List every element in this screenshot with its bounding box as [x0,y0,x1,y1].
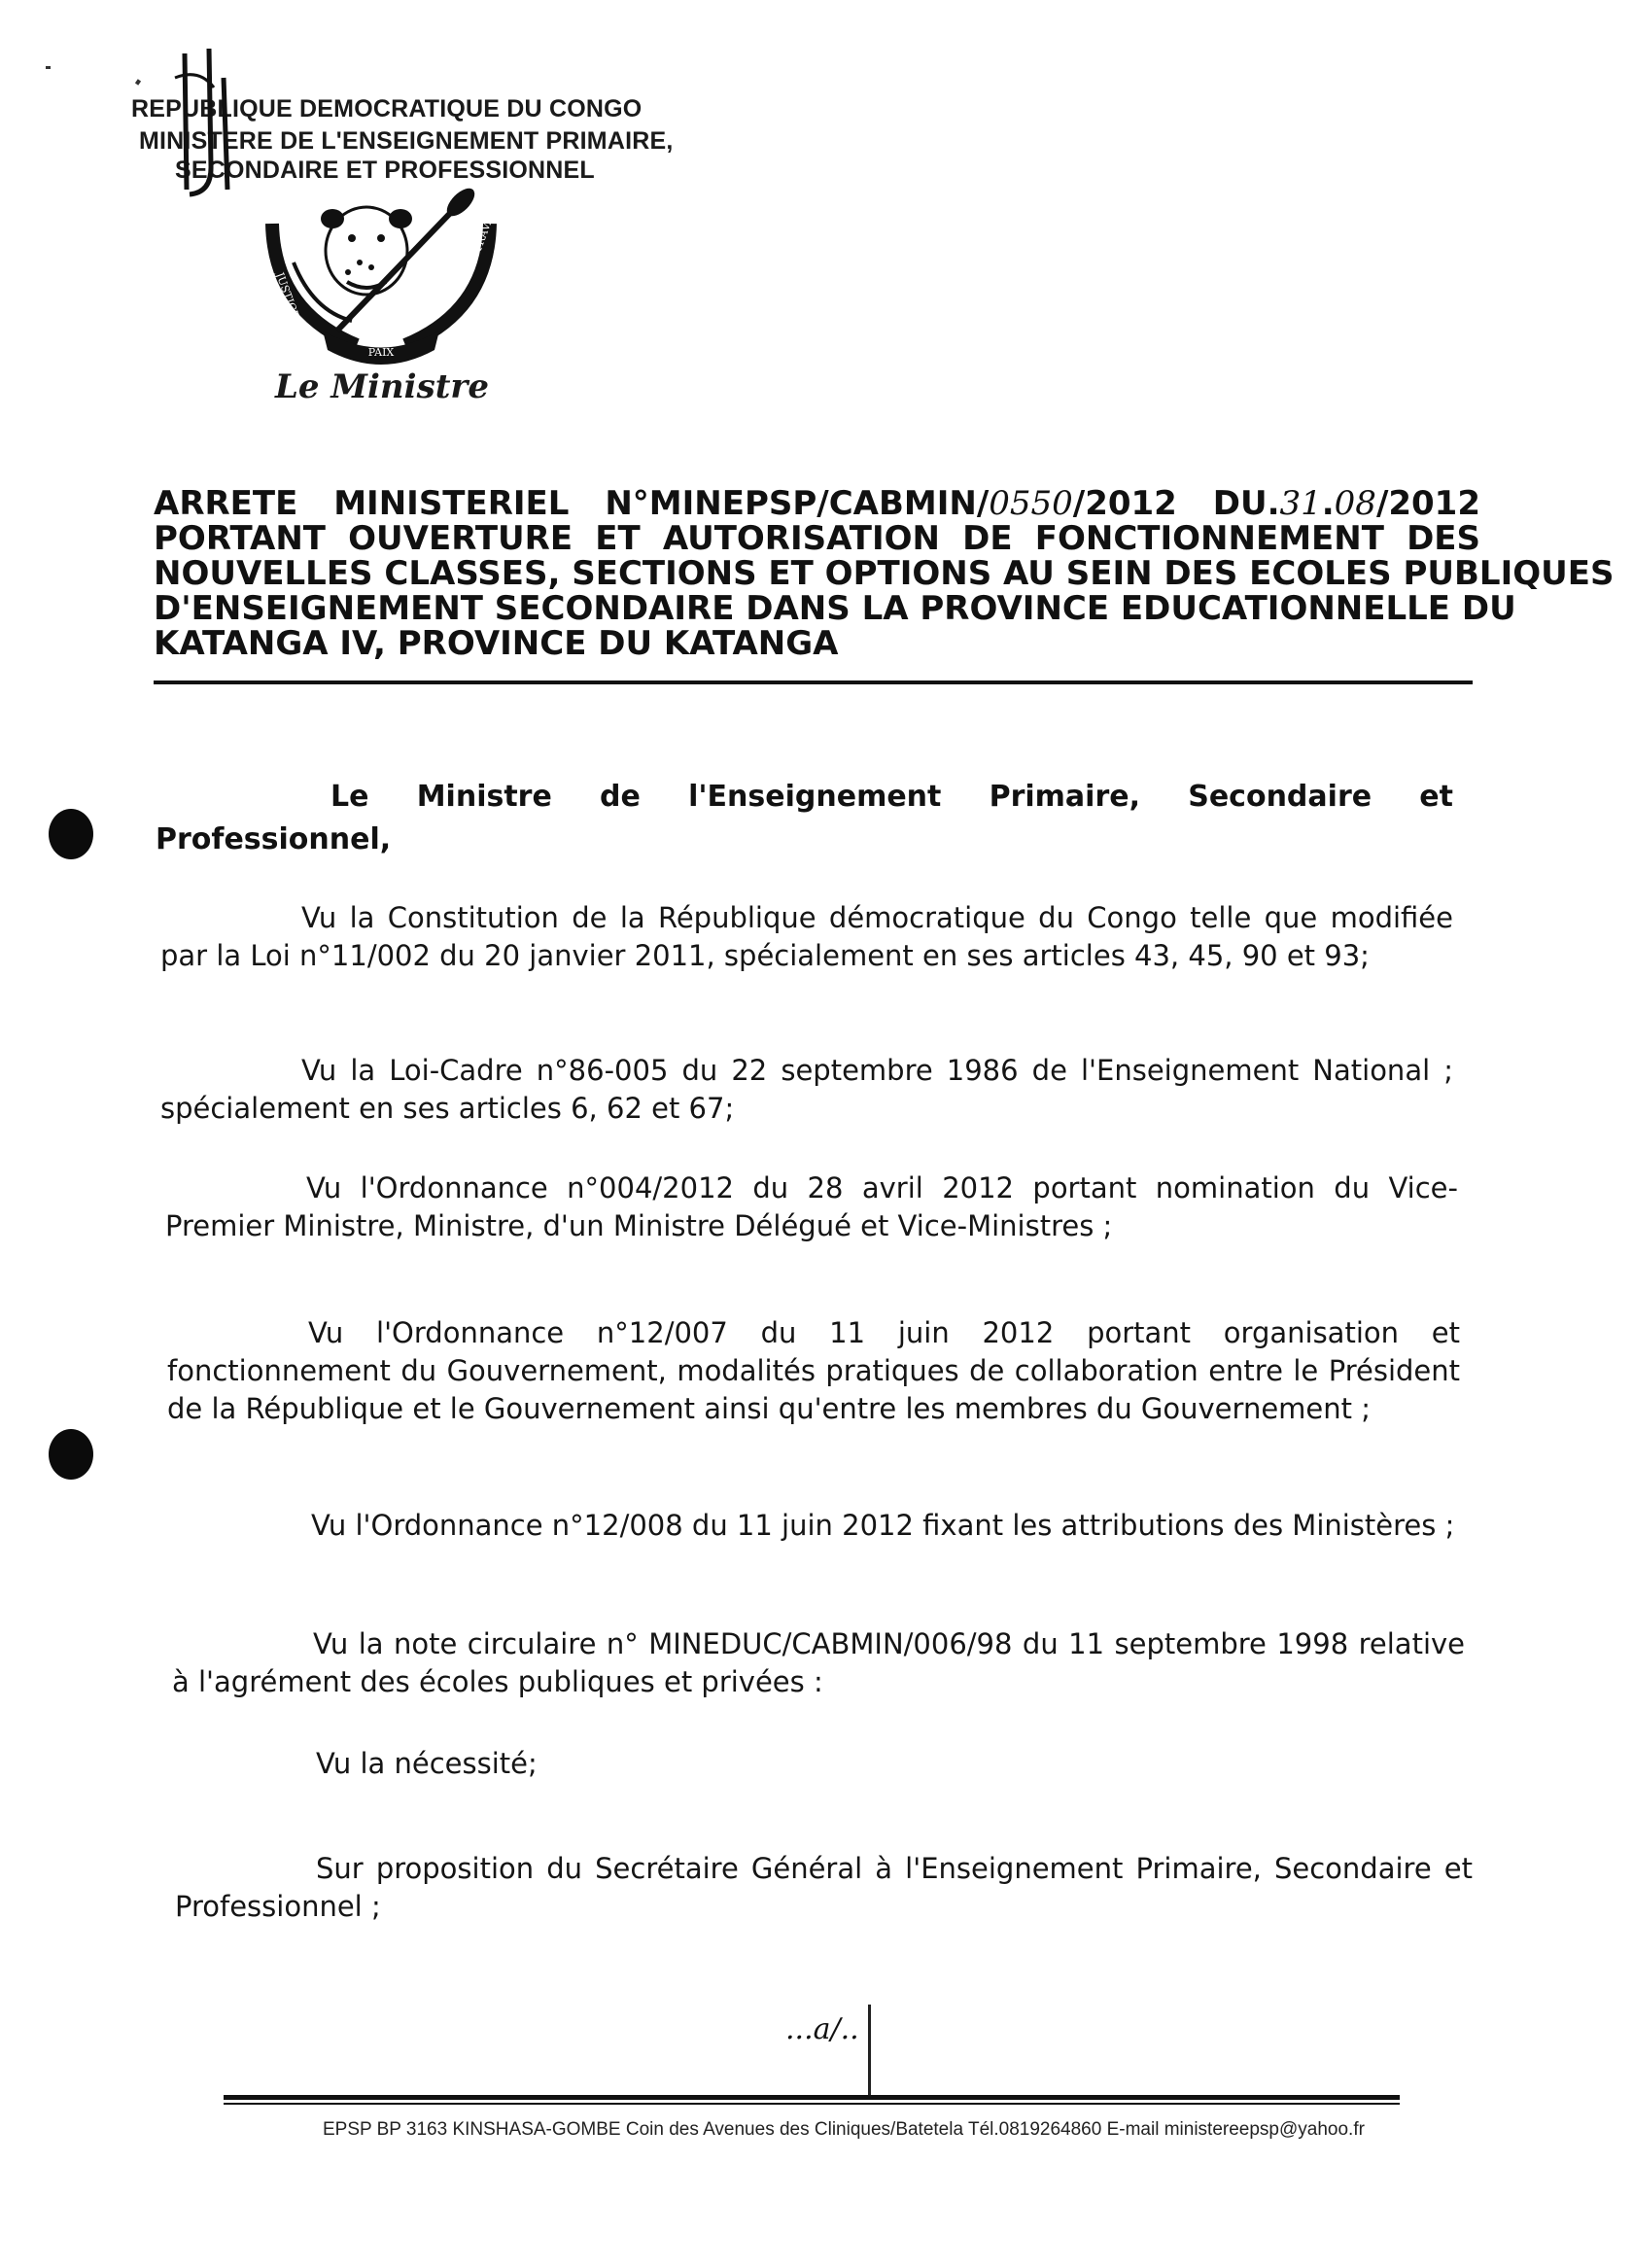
title-line-3: NOUVELLES CLASSES, SECTIONS ET OPTIONS AU SEIN DES ECOLES PUBLIQUES [154,554,1615,593]
scan-mark [46,66,51,69]
title-line-4: D'ENSEIGNEMENT SECONDAIRE DANS LA PROVINCE EDUCATIONNELLE DU [154,589,1516,628]
handwritten-month: 08 [1334,484,1376,523]
paragraph-ordonnance-008: Vu l'Ordonnance n°12/008 du 11 juin 2012 fixant les attributions des Ministères ; [311,1509,1455,1542]
footer-address: EPSP BP 3163 KINSHASA-GOMBE Coin des Avenues des Cliniques/Batetela Tél.0819264860 E-mail ministereepsp@yahoo.fr [323,2119,1365,2140]
handwritten-number: 0550 [989,484,1073,523]
ministry-name-line2: SECONDAIRE ET PROFESSIONNEL [175,157,595,184]
scan-mark [135,79,141,85]
decree-title [154,484,1615,663]
continuation-mark: ...a/.. [785,2012,859,2046]
motto-right: TRAVAIL [470,203,500,255]
ministry-name-line1: MINISTERE DE L'ENSEIGNEMENT PRIMAIRE, [139,127,674,155]
footer-rule-thin [224,2103,1400,2105]
title-line-2: PORTANT OUVERTURE ET AUTORISATION DE FONCTIONNEMENT DES [154,519,1480,558]
motto-center: PAIX [367,346,395,359]
paragraph-proposition: Sur proposition du Secrétaire Général à l'Enseignement Primaire, Secondaire et Professionnel ; [175,1852,1473,1923]
title-underline [154,680,1473,684]
paragraph-note-circulaire: Vu la note circulaire n° MINEDUC/CABMIN/006/98 du 11 septembre 1998 relative à l'agrément des écoles publiques et privées : [172,1627,1465,1698]
footer-rule-thick [224,2095,1400,2100]
handwritten-day: 31 [1279,484,1322,523]
title-line-1: ARRETE MINISTERIEL N°MINEPSP/CABMIN/0550/2012 DU.31.08/2012 [154,484,1480,523]
country-name: REPUBLIQUE DEMOCRATIQUE DU CONGO [131,95,643,122]
paragraph-ordonnance-004: Vu l'Ordonnance n°004/2012 du 28 avril 2012 portant nomination du Vice-Premier Ministre, Ministre, d'un Ministre Délégué et Vice-Ministres ; [165,1171,1458,1242]
minister-line-2: Professionnel, [156,822,392,856]
coat-of-arms-emblem [255,185,507,379]
punch-hole-top [49,809,93,859]
signature-caption: Le Ministre [275,367,489,406]
continuation-stroke [868,2005,871,2097]
paragraph-necessite: Vu la nécessité; [316,1747,538,1780]
motto-left: JUSTICE [273,270,302,321]
handwritten-initials [156,19,272,204]
minister-line-1: Le Ministre de l'Enseignement Primaire, Secondaire et [330,780,1453,814]
paragraph-ordonnance-007: Vu l'Ordonnance n°12/007 du 11 juin 2012 portant organisation et fonctionnement du Gouvernement, modalités pratiques de collaboration entre le Président de la République et le Gouvernement ainsi qu'entre les membres du Gouvernement ; [167,1316,1460,1425]
minister-preamble [156,776,1453,861]
punch-hole-bottom [49,1429,93,1480]
paragraph-constitution: Vu la Constitution de la République démocratique du Congo telle que modifiée par la Loi n°11/002 du 20 janvier 2011, spécialement en ses articles 43, 45, 90 et 93; [160,901,1453,972]
title-line-5: KATANGA IV, PROVINCE DU KATANGA [154,624,839,663]
paragraph-loi-cadre: Vu la Loi-Cadre n°86-005 du 22 septembre 1986 de l'Enseignement National ; spécialement en ses articles 6, 62 et 67; [160,1054,1453,1125]
